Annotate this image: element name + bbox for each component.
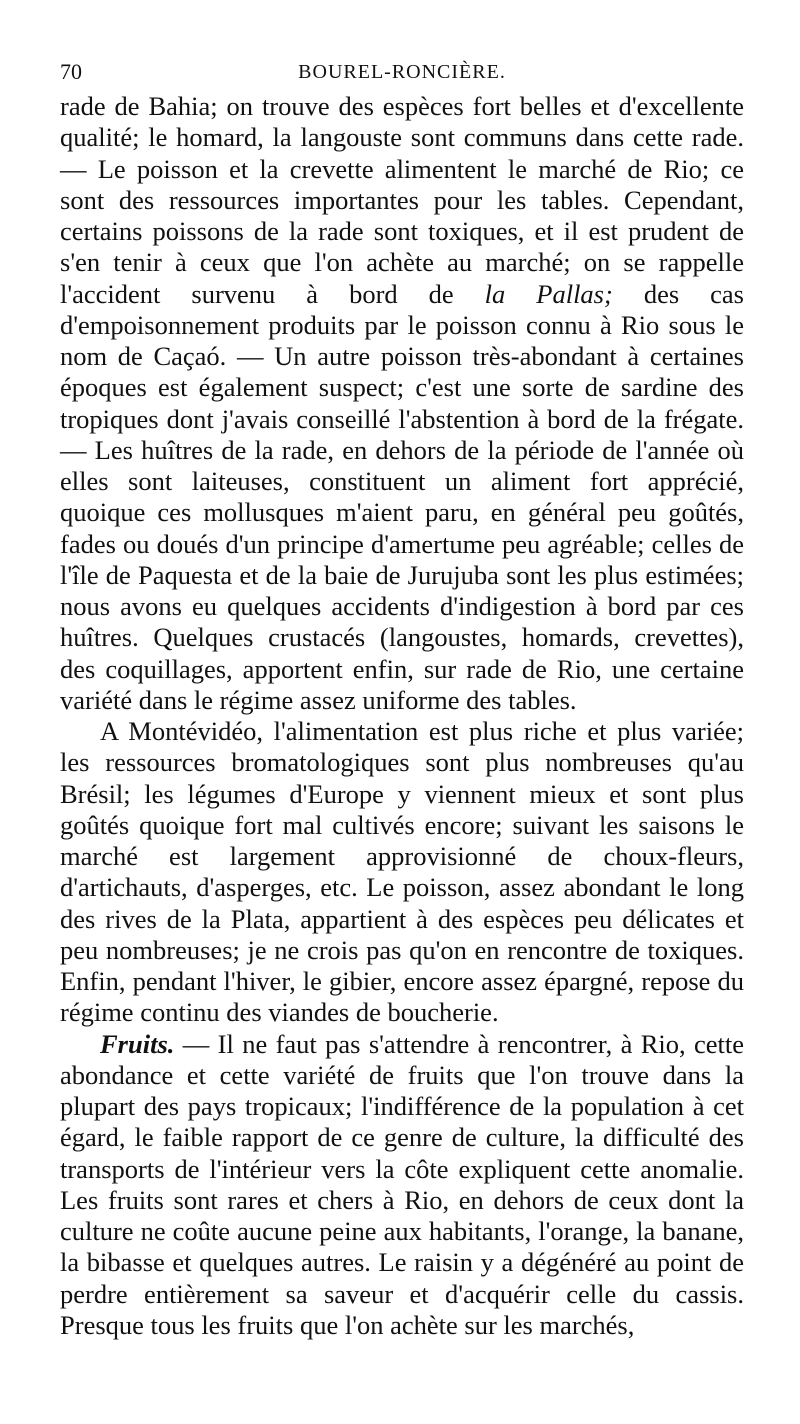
ship-name: la Pallas;: [484, 278, 613, 309]
paragraph-text: A Montévidéo, l'alimentation est plus riche et plus variée; les ressources bromatologiques sont plus nombreuses qu'au Brésil; les légumes d'Europe y viennent mieux et sont plus goûtés quoique fort mal cultivés encore; suivant les saisons le marché est largement approvisionné de choux-fleurs, d'artichauts, d'asperges, etc. Le poisson, assez abondant le long des rives de la Plata, appartient à des espèces peu délicates et peu nombreuses; je ne crois pas qu'on en rencontre de toxiques. Enfin, pendant l'hiver, le gibier, encore assez épargné, repose du régime continu des viandes de boucherie.: [60, 716, 744, 1028]
paragraph-montevideo: [60, 716, 744, 1029]
paragraph-fruits: [60, 1029, 744, 1342]
paragraph-bahia-rio: [60, 91, 744, 716]
paragraph-text: — Il ne faut pas s'attendre à rencontrer, à Rio, cette abondance et cette variété de fruits que l'on trouve dans la plupart des pays tropicaux; l'indifférence de la population à cet égard, le faible rapport de ce genre de culture, la difficulté des transports de l'intérieur vers la côte expliquent cette anomalie. Les fruits sont rares et chers à Rio, en dehors de ceux dont la culture ne coûte aucune peine aux habitants, l'orange, la banane, la bibasse et quelques autres. Le raisin y a dégénéré au point de perdre entièrement sa saveur et d'acquérir celle du cassis. Presque tous les fruits que l'on achète sur les marchés,: [60, 1028, 744, 1340]
page-number: 70: [60, 59, 82, 84]
paragraph-text: rade de Bahia; on trouve des espèces fort belles et d'excellente qualité; le homard, la langouste sont communs dans cette rade. — Le poisson et la crevette alimentent le marché de Rio; ce sont des ressources importantes pour les tables. Cependant, certains poissons de la rade sont toxiques, et il est prudent de s'en tenir à ceux que l'on achète au marché; on se rappelle l'accident survenu à bord de: [60, 91, 744, 309]
running-head: [60, 55, 744, 91]
section-run-in-heading: Fruits.: [100, 1028, 175, 1059]
book-page: [60, 55, 744, 1341]
body-text: [60, 91, 744, 1341]
running-title: BOUREL-RONCIÈRE.: [298, 61, 506, 83]
paragraph-text: des cas d'empoisonnement produits par le poisson connu à Rio sous le nom de Caçaó. — Un autre poisson très-abondant à certaines époques est également suspect; c'est une sorte de sardine des tropiques dont j'avais conseillé l'abstention à bord de la frégate. — Les huîtres de la rade, en dehors de la période de l'année où elles sont laiteuses, constituent un aliment fort apprécié, quoique ces mollusques m'aient paru, en général peu goûtés, fades ou doués d'un principe d'amertume peu agréable; celles de l'île de Paquesta et de la baie de Jurujuba sont les plus estimées; nous avons eu quelques accidents d'indigestion à bord par ces huîtres. Quelques crustacés (langoustes, homards, crevettes), des coquillages, apportent enfin, sur rade de Rio, une certaine variété dans le régime assez uniforme des tables.: [60, 278, 744, 715]
